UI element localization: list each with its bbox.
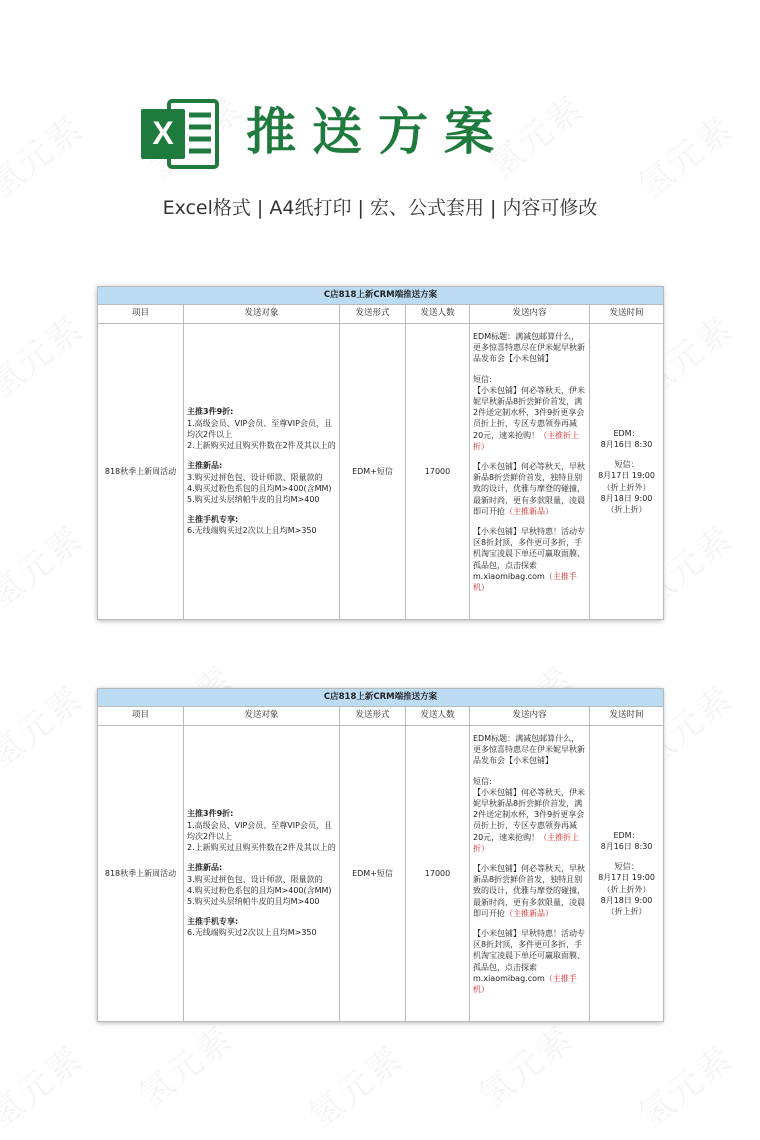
target-group-title: 主推手机专享: — [187, 515, 239, 525]
target-group-title: 主推手机专享: — [187, 917, 239, 927]
target-line: 2.上新购买过且购买件数在2件及其以上的 — [187, 441, 336, 451]
target-line: 6.无线端购买过2次以上且均M>350 — [187, 526, 317, 536]
column-header: 项目 — [98, 305, 184, 324]
watermark-text — [126, 1012, 241, 1117]
count-cell: 17000 — [406, 726, 470, 1022]
watermark-text — [0, 512, 92, 617]
edm-subject: EDM标题：满减包邮算什么，更多惊喜特惠尽在伊米妮早秋新品发布会【小米包铺】 — [473, 734, 585, 766]
column-header: 发送对象 — [184, 305, 340, 324]
page-title: 推送方案 — [246, 103, 510, 161]
time-label: EDM： — [613, 830, 640, 840]
form-cell: EDM+短信 — [340, 324, 406, 620]
targets-cell — [184, 324, 340, 620]
target-line: 2.上新购买过且购买件数在2件及其以上的 — [187, 843, 336, 853]
time-note: （折上折外） — [602, 482, 651, 492]
project-cell: 818秋季上新周活动 — [98, 726, 184, 1022]
spreadsheet-preview-2 — [97, 688, 663, 1022]
form-cell: EDM+短信 — [340, 726, 406, 1022]
target-line: 1.高级会员、VIP会员、至尊VIP会员，且均次2件以上 — [187, 418, 332, 439]
sms-text: 【小米包铺】何必等秋天，伊米妮早秋新品8折尝鲜价首发，满2件送定制水杯，3件9折更享会员折上折，专区专惠领券再减20元，速来抢购！（主推折上折） — [473, 787, 585, 853]
time-label: 短信： — [614, 862, 639, 872]
sms-label: 短信: — [473, 374, 492, 384]
column-header: 发送形式 — [340, 707, 406, 726]
time-value: 8月18日 9:00 — [600, 493, 653, 503]
target-line: 3.购买过拼色包、设计师款、限量款的 — [187, 472, 323, 482]
time-label: 短信： — [614, 460, 639, 470]
time-cell — [590, 726, 664, 1022]
time-value: 8月16日 8:30 — [600, 439, 653, 449]
sms-label: 短信: — [473, 776, 492, 786]
table-row — [98, 726, 664, 1022]
content-cell — [470, 726, 590, 1022]
sms-tag: （主推折上折） — [473, 430, 580, 451]
sms-tag: （主推折上折） — [473, 832, 580, 853]
plan-table — [97, 688, 664, 1022]
time-value: 8月17日 19:00 — [598, 873, 655, 883]
column-header: 发送时间 — [590, 707, 664, 726]
content-cell — [470, 324, 590, 620]
column-header: 项目 — [98, 707, 184, 726]
sheet-title: C店818上新CRM端推送方案 — [98, 287, 664, 305]
target-group-title: 主推3件9折: — [187, 407, 234, 417]
watermark-text — [466, 1012, 581, 1117]
time-note: （折上折外） — [602, 884, 651, 894]
column-header: 发送人数 — [406, 305, 470, 324]
sms-tag: （主推新品） — [505, 506, 553, 516]
column-header: 发送人数 — [406, 707, 470, 726]
column-header: 发送形式 — [340, 305, 406, 324]
count-cell: 17000 — [406, 324, 470, 620]
watermark-text — [0, 672, 92, 777]
time-label: EDM： — [613, 428, 640, 438]
watermark-text — [626, 1032, 741, 1137]
sms-text: 【小米包铺】早秋特惠！活动专区8折封顶，多件更可多折，手机淘宝凌晨下单还可赢取面膜、孤品包，点击探索m.xiaomibag.com（主推手机） — [473, 929, 585, 995]
sms-text: 【小米包铺】何必等秋天，早秋新品8折尝鲜价首发，独特且别致的设计，优雅与摩登的碰撞，最新时尚，更有多款限量，凌晨即可开抢（主推新品） — [473, 864, 585, 918]
excel-logo-icon — [139, 97, 221, 171]
column-header: 发送内容 — [470, 707, 590, 726]
svg-text:X: X — [152, 115, 174, 151]
sms-tag: （主推手机） — [473, 973, 577, 995]
sheet-title: C店818上新CRM端推送方案 — [98, 689, 664, 707]
target-group-title: 主推3件9折: — [187, 809, 234, 819]
time-cell — [590, 324, 664, 620]
sms-tag: （主推新品） — [505, 908, 553, 918]
edm-subject: EDM标题：满减包邮算什么，更多惊喜特惠尽在伊米妮早秋新品发布会【小米包铺】 — [473, 332, 585, 364]
target-line: 4.购买过粉色系包的且均M>400(含MM) — [187, 885, 332, 895]
watermark-text — [626, 102, 741, 207]
plan-table — [97, 286, 664, 620]
sms-text: 【小米包铺】何必等秋天，伊米妮早秋新品8折尝鲜价首发，满2件送定制水杯，3件9折更享会员折上折，专区专惠领券再减20元，速来抢购！（主推折上折） — [473, 385, 585, 451]
column-header: 发送时间 — [590, 305, 664, 324]
project-cell: 818秋季上新周活动 — [98, 324, 184, 620]
time-value: 8月16日 8:30 — [600, 841, 653, 851]
target-line: 4.购买过粉色系包的且均M>400(含MM) — [187, 483, 332, 493]
target-line: 6.无线端购买过2次以上且均M>350 — [187, 928, 317, 938]
watermark-text — [0, 1032, 92, 1137]
target-line: 1.高级会员、VIP会员、至尊VIP会员，且均次2件以上 — [187, 820, 332, 841]
target-line: 5.购买过头层纳帕牛皮的且均M>400 — [187, 896, 320, 906]
watermark-text — [0, 302, 92, 407]
time-note: （折上折） — [606, 505, 647, 514]
sms-text: 【小米包铺】早秋特惠！活动专区8折封顶，多件更可多折，手机淘宝凌晨下单还可赢取面膜、孤品包，点击探索m.xiaomibag.com（主推手机） — [473, 527, 585, 593]
target-group-title: 主推新品: — [187, 863, 223, 873]
time-note: （折上折） — [606, 907, 647, 916]
page-subtitle: Excel格式 | A4纸打印 | 宏、公式套用 | 内容可修改 — [162, 197, 598, 219]
watermark-text — [0, 102, 92, 207]
target-group-title: 主推新品: — [187, 461, 223, 471]
target-line: 3.购买过拼色包、设计师款、限量款的 — [187, 874, 323, 884]
table-row — [98, 324, 664, 620]
sms-text: 【小米包铺】何必等秋天，早秋新品8折尝鲜价首发，独特且别致的设计，优雅与摩登的碰撞，最新时尚，更有多款限量，凌晨即可开抢（主推新品） — [473, 462, 585, 516]
column-header: 发送内容 — [470, 305, 590, 324]
targets-cell — [184, 726, 340, 1022]
column-header: 发送对象 — [184, 707, 340, 726]
spreadsheet-preview-1 — [97, 286, 663, 620]
watermark-text — [296, 1032, 411, 1137]
target-line: 5.购买过头层纳帕牛皮的且均M>400 — [187, 494, 320, 504]
time-value: 8月18日 9:00 — [600, 895, 653, 905]
time-value: 8月17日 19:00 — [598, 471, 655, 481]
sms-tag: （主推手机） — [473, 571, 577, 593]
